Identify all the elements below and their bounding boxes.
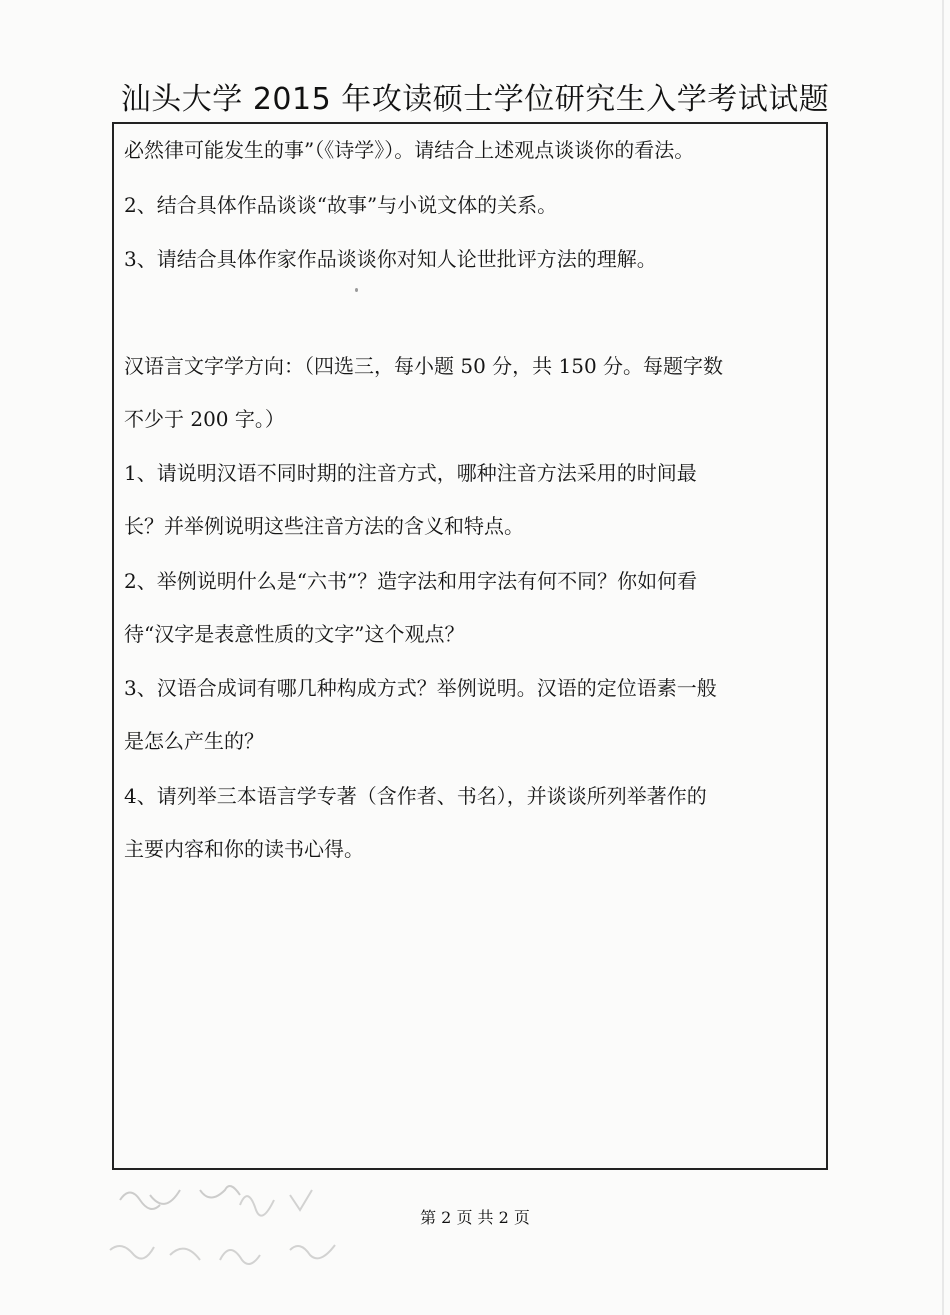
text-line: 2、结合具体作品谈谈“故事”与小说文体的关系。	[124, 193, 558, 217]
question-1: 1、请说明汉语不同时期的注音方式，哪种注音方法采用的时间最	[124, 461, 697, 485]
scan-edge	[942, 0, 944, 1315]
text-line: 长？并举例说明这些注音方法的含义和特点。	[124, 514, 524, 538]
text-line: 不少于 200 字。）	[124, 407, 285, 431]
exam-title: 汕头大学 2015 年攻读硕士学位研究生入学考试试题	[120, 82, 830, 117]
question-3: 3、汉语合成词有哪几种构成方式？举例说明。汉语的定位语素一般	[124, 676, 717, 700]
question-2: 2、举例说明什么是“六书”？造字法和用字法有何不同？你如何看	[124, 569, 698, 593]
text-line: 必然律可能发生的事”（《诗学》）。请结合上述观点谈谈你的看法。	[124, 138, 695, 162]
question-4: 4、请列举三本语言学专著（含作者、书名），并谈谈所列举著作的	[124, 784, 707, 808]
text-line: 3、请结合具体作家作品谈谈你对知人论世批评方法的理解。	[124, 247, 657, 271]
scan-speck	[355, 288, 358, 292]
section-heading: 汉语言文字学方向：（四选三，每小题 50 分，共 150 分。每题字数	[124, 354, 724, 378]
text-line: 是怎么产生的？	[124, 729, 264, 753]
page-number: 第 2 页 共 2 页	[420, 1208, 530, 1227]
text-line: 主要内容和你的读书心得。	[124, 837, 364, 861]
text-line: 待“汉字是表意性质的文字”这个观点？	[124, 622, 465, 646]
